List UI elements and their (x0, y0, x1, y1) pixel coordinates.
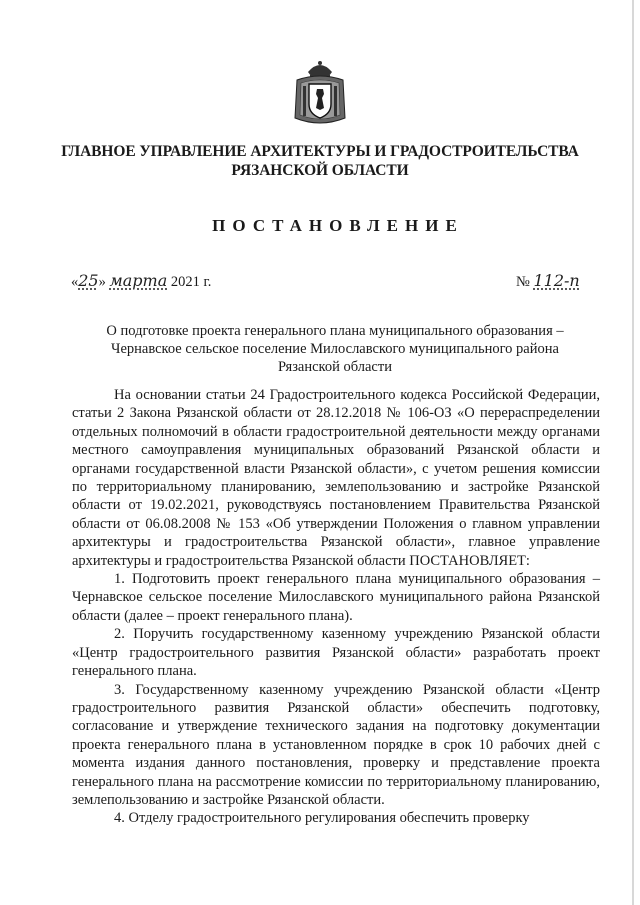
number-label: № (516, 274, 530, 290)
item-2-paragraph: 2. Поручить государственному казенному учреждению Рязанской области «Центр градостроительного развития Рязанской области» разработать проект генерального плана. (72, 626, 600, 680)
date-day: 25 (78, 271, 99, 290)
date-open-quote: « (71, 274, 79, 290)
preamble-paragraph: На основании статьи 24 Градостроительного кодекса Российской Федерации, статьи 2 Закона Рязанской области от 28.12.2018 № 106-ОЗ «О перераспределении отдельных полномочий в области градостроительной деятельности между органами местного самоуправления муниципальных образований Рязанской области и органами государственной власти Рязанской области», с учетом решения комиссии по территориальному планированию, землепользованию и застройке Рязанской области от 19.02.2021, руководствуясь постановлением Правительства Рязанской области от 06.08.2008 № 153 «Об утверждении Положения о главном управлении архитектуры и градостроительства Рязанской области», главное управление архитектуры и градостроительства Рязанской области ПОСТАНОВЛЯЕТ: (72, 387, 600, 569)
subject-line-3: Рязанской области (278, 359, 392, 375)
subject-line-1: О подготовке проекта генерального плана муниципального образования – (106, 323, 564, 339)
subject-line-2: Чернавское сельское поселение Милославского муниципального района (111, 341, 559, 357)
coat-of-arms-icon (291, 58, 349, 128)
date-year: 2021 г. (170, 274, 212, 290)
scan-edge-divider (632, 0, 634, 905)
document-number (516, 271, 580, 291)
item-1-paragraph: 1. Подготовить проект генерального плана муниципального образования – Чернавское сельское поселение Милославского муниципального района Рязанской области (далее – проект генерального плана). (72, 571, 600, 624)
number-value: 112-п (533, 271, 580, 290)
organization-line-2: РЯЗАНСКОЙ ОБЛАСТИ (231, 162, 409, 179)
date-month: марта (109, 271, 168, 290)
document-date (71, 271, 211, 291)
organization-line-1: ГЛАВНОЕ УПРАВЛЕНИЕ АРХИТЕКТУРЫ И ГРАДОСТРОИТЕЛЬСТВА (61, 143, 579, 160)
date-close-quote: » (98, 274, 106, 290)
document-subject (80, 322, 590, 376)
document-body (72, 386, 600, 828)
organization-name (40, 142, 600, 180)
item-3-paragraph: 3. Государственному казенному учреждению Рязанской области «Центр градостроительного развития Рязанской области» обеспечить подготовку, согласование и утверждение технического задания на подготовку документации проекта генерального плана в установленном порядке в срок 10 рабочих дней с момента издания данного постановления, проверку и представление проекта генерального плана на рассмотрение комиссии по территориальному планированию, землепользованию и застройке Рязанской области. (72, 681, 600, 808)
item-4-paragraph: 4. Отделу градостроительного регулирования обеспечить проверку (114, 810, 530, 827)
document-type-title: ПОСТАНОВЛЕНИЕ (212, 216, 464, 235)
